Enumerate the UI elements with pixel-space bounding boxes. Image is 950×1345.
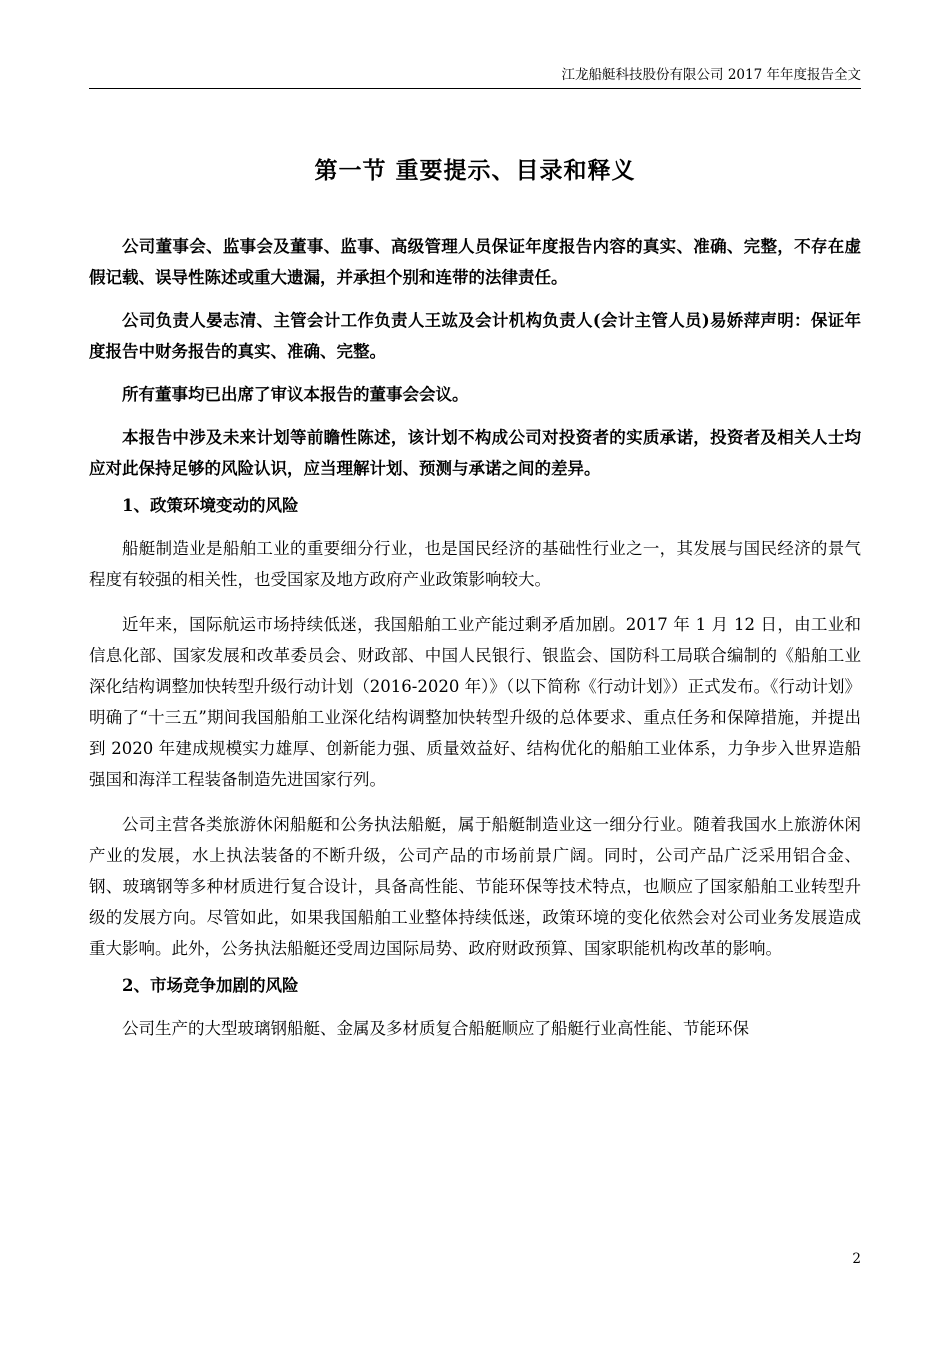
notice-board-attendance: 所有董事均已出席了审议本报告的董事会会议。 — [122, 385, 469, 404]
risk-paragraph: 公司主营各类旅游休闲船艇和公务执法船艇，属于船艇制造业这一细分行业。随着我国水上旅游休闲产业的发展，水上执法装备的不断升级，公司产品的市场前景广阔。同时，公司产品广泛采用铝合金、钢、玻璃钢等多种材质进行复合设计，具备高性能、节能环保等技术特点，也顺应了国家船舶工业转型升级的发展方向。尽管如此，如果我国船舶工业整体持续低迷，政策环境的变化依然会对公司业务发展造成重大影响。此外，公务执法船艇还受周边国际局势、政府财政预算、国家职能机构改革的影响。 — [89, 815, 861, 958]
notice-forward-looking: 本报告中涉及未来计划等前瞻性陈述，该计划不构成公司对投资者的实质承诺，投资者及相关人士均应对此保持足够的风险认识，应当理解计划、预测与承诺之间的差异。 — [89, 428, 861, 478]
risk-heading-competition: 2、市场竞争加剧的风险 — [122, 976, 299, 995]
notice-accuracy: 公司董事会、监事会及董事、监事、高级管理人员保证年度报告内容的真实、准确、完整，不存在虚假记载、误导性陈述或重大遗漏，并承担个别和连带的法律责任。 — [89, 237, 861, 287]
page-number: 2 — [852, 1251, 861, 1267]
section-title: 第一节 重要提示、目录和释义 — [314, 157, 636, 184]
notice-financial-statement: 公司负责人晏志清、主管会计工作负责人王竑及会计机构负责人(会计主管人员)易娇萍声明：保证年度报告中财务报告的真实、准确、完整。 — [89, 311, 861, 361]
risk-heading-policy: 1、政策环境变动的风险 — [122, 496, 299, 515]
header-rule — [89, 88, 861, 89]
body-text — [89, 231, 861, 1044]
risk-paragraph: 船艇制造业是船舶工业的重要细分行业，也是国民经济的基础性行业之一，其发展与国民经济的景气程度有较强的相关性，也受国家及地方政府产业政策影响较大。 — [89, 539, 861, 589]
risk-paragraph: 公司生产的大型玻璃钢船艇、金属及多材质复合船艇顺应了船艇行业高性能、节能环保 — [122, 1019, 749, 1038]
running-header: 江龙船艇科技股份有限公司 2017 年年度报告全文 — [561, 67, 861, 83]
risk-paragraph: 近年来，国际航运市场持续低迷，我国船舶工业产能过剩矛盾加剧。2017 年 1 月 12 日，由工业和信息化部、国家发展和改革委员会、财政部、中国人民银行、银监会、国防科工局联合编制的《船舶工业深化结构调整加快转型升级行动计划（2016-2020 年）》（以下简称《行动计划》）正式发布。《行动计划》明确了“十三五”期间我国船舶工业深化结构调整加快转型升级的总体要求、重点任务和保障措施，并提出到 2020 年建成规模实力雄厚、创新能力强、质量效益好、结构优化的船舶工业体系，力争步入世界造船强国和海洋工程装备制造先进国家行列。 — [89, 615, 861, 789]
